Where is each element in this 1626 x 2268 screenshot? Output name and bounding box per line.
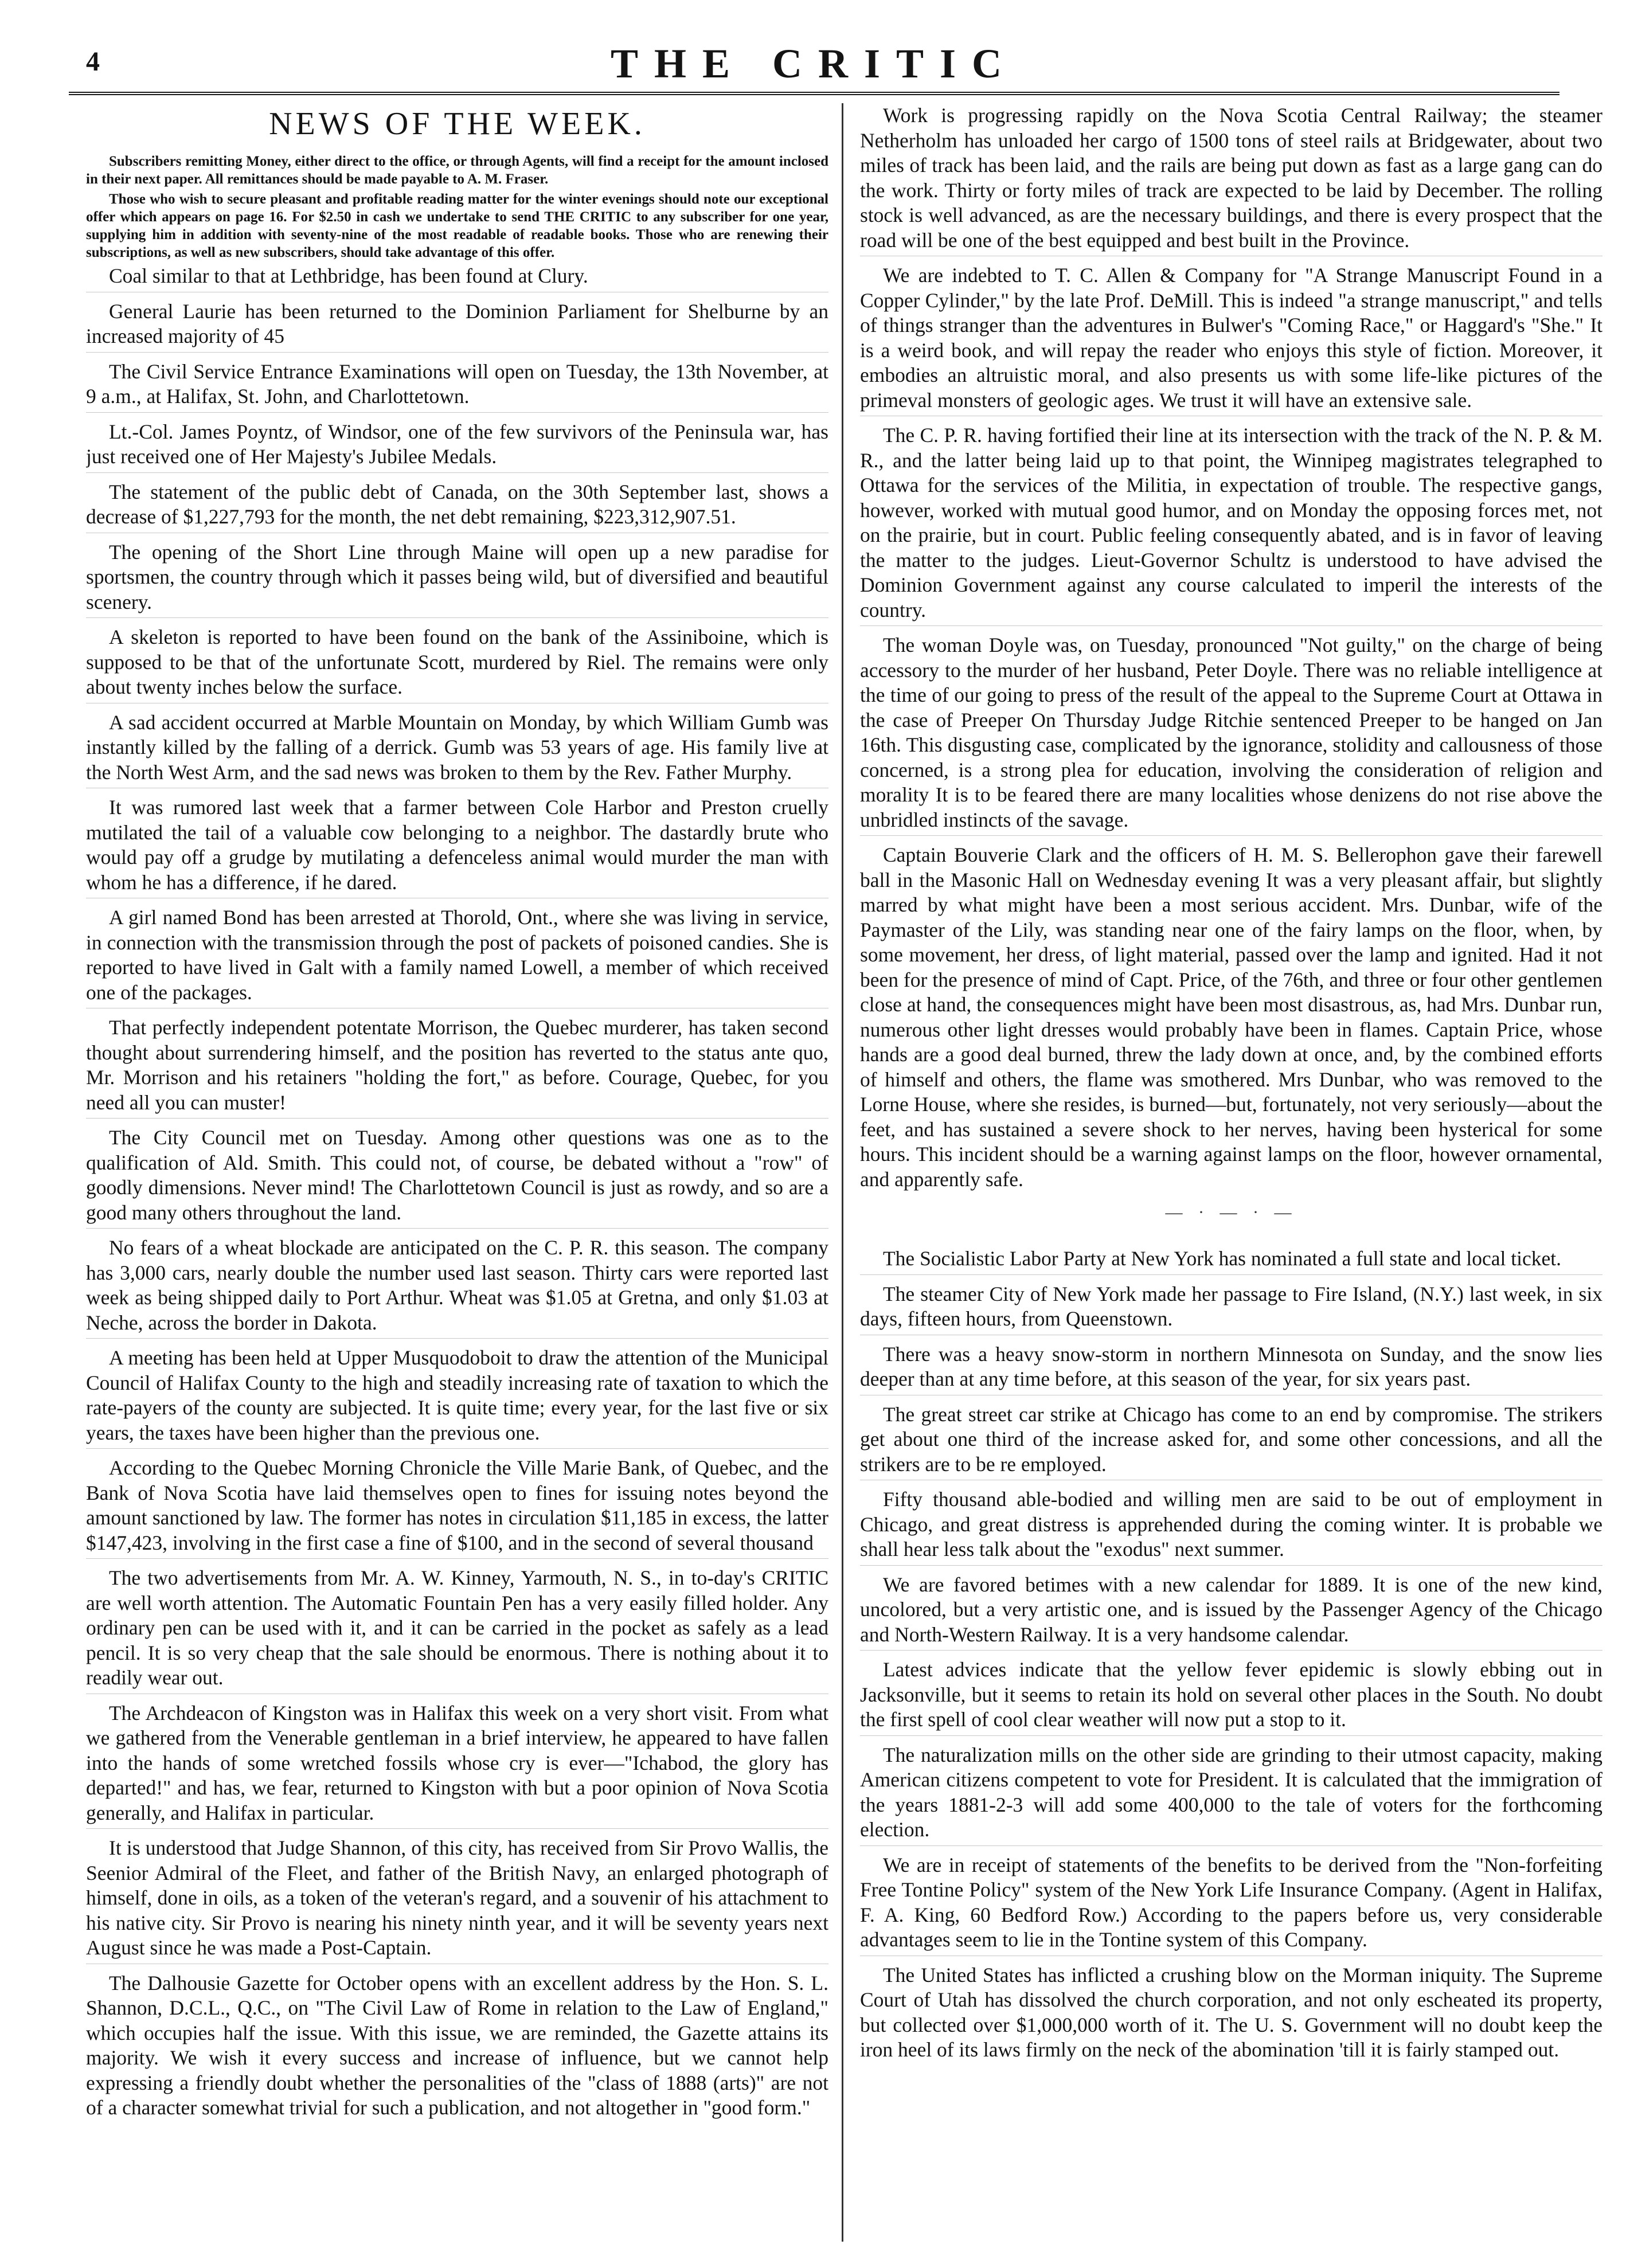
- right-news-list-top: [860, 103, 1602, 1195]
- news-item: We are favored betimes with a new calendar for 1889. It is one of the new kind, uncolored, but a very artistic one, and is issued by the Passenger Agency of the Chicago and North-Western Railway. It is a very handsome calendar.: [860, 1573, 1602, 1651]
- right-news-list-bottom: [860, 1246, 1602, 2066]
- page-number: 4: [86, 46, 100, 77]
- news-item: No fears of a wheat blockade are anticipated on the C. P. R. this season. The company has 3,000 cars, nearly double the number used last season. Thirty cars were reported last week as being shipped daily to Port Arthur. Wheat was $1.05 at Gretna, and only $1.03 at Neche, across the border in Dakota.: [86, 1235, 828, 1339]
- news-item: A skeleton is reported to have been found on the bank of the Assiniboine, which is supposed to be that of the unfortunate Scott, murdered by Riel. The remains were only about twenty inches below the surface.: [86, 625, 828, 703]
- news-item: Latest advices indicate that the yellow fever epidemic is slowly ebbing out in Jacksonville, but it seems to retain its hold on several other places in the South. No doubt the first spell of cool clear weather will now put a stop to it.: [860, 1657, 1602, 1736]
- news-item: It is understood that Judge Shannon, of this city, has received from Sir Provo Wallis, the Seenior Admiral of the Fleet, and father of the British Navy, an enlarged photograph of himself, done in oils, as a token of the veteran's regard, and a souvenir of his attachment to his native city. Sir Provo is nearing his ninety ninth year, and it will be seventy years next August since he was made a Post-Captain.: [86, 1836, 828, 1964]
- left-news-list: [86, 264, 828, 2124]
- news-item: A meeting has been held at Upper Musquodoboit to draw the attention of the Municipal Council of Halifax County to the high and steadily increasing rate of taxation to which the rate-payers of the county are subjected. It is quite time; every year, for the last five or six years, the taxes have been higher than the previous one.: [86, 1346, 828, 1449]
- news-item: There was a heavy snow-storm in northern Minnesota on Sunday, and the snow lies deeper than at any time before, at this season of the year, for six years past.: [860, 1342, 1602, 1395]
- left-column: [86, 103, 828, 2236]
- news-item: We are indebted to T. C. Allen & Company for "A Strange Manuscript Found in a Copper Cylinder," by the late Prof. DeMill. This is indeed "a strange manuscript," and tells of things stranger than the adventures in Bulwer's "Coming Race," or Haggard's "She." It is a weird book, and will repay the reader who enjoys this style of fiction. Moreover, it embodies an altruistic moral, and also presents us with some life-like pictures of the primeval monsters of geologic ages. We trust it will have an extensive sale.: [860, 263, 1602, 416]
- news-item: The Civil Service Entrance Examinations will open on Tuesday, the 13th November, at 9 a.m., at Halifax, St. John, and Charlottetown.: [86, 359, 828, 413]
- masthead: [69, 23, 1559, 95]
- news-item: Work is progressing rapidly on the Nova Scotia Central Railway; the steamer Netherholm has unloaded her cargo of 1500 tons of steel rails at Bridgewater, about two miles of track has been laid, and the rails are being put down as fast as a large gang can do the work. Thirty or forty miles of track are expected to be laid by December. The rolling stock is well advanced, as are the necessary buildings, and there is every prospect that the road will be one of the best equipped and best built in the Province.: [860, 103, 1602, 256]
- subscriber-notice: Those who wish to secure pleasant and profitable reading matter for the winter evenings should note our exceptional offer which appears on page 16. For $2.50 in cash we undertake to send THE CRITIC to any subscriber for one year, supplying him in addition with seventy-nine of the most readable of readable books. Those who are renewing their subscriptions, as well as new subscribers, should take advantage of this offer.: [86, 191, 828, 260]
- news-item: The two advertisements from Mr. A. W. Kinney, Yarmouth, N. S., in to-day's CRITIC are well worth attention. The Automatic Fountain Pen has a very easily filled holder. Any ordinary pen can be used with it, and it can be carried in the pocket as safely as a lead pencil. It is so very cheap that the sale should be enormous. There is nothing about it to readily wear out.: [86, 1566, 828, 1694]
- news-item: Captain Bouverie Clark and the officers of H. M. S. Bellerophon gave their farewell ball in the Masonic Hall on Wednesday evening It was a very pleasant affair, but slightly marred by what might have been a most serious accident. Mrs. Dunbar, wife of the Paymaster of the Lily, was standing near one of the fairy lamps on the floor, when, by some movement, her dress, of light material, passed over the lamp and ignited. Had it not been for the presence of mind of Capt. Price, of the 76th, and three or four other gentlemen close at hand, the consequences might have been most disastrous, as, had Mrs. Dunbar run, numerous other light dresses would probably have been in flames. Captain Price, whose hands are a good deal burned, threw the lady down at once, and, by the combined efforts of himself and others, the flame was smothered. Mrs Dunbar, who was removed to the Lorne House, where she resides, is burned—but, fortunately, not very seriously—about the feet, and has sustained a severe shock to her nerves, having been hysterical for some hours. This incident should be a warning against lamps on the floor, however ornamental, and apparently safe.: [860, 843, 1602, 1191]
- news-item: The steamer City of New York made her passage to Fire Island, (N.Y.) last week, in six days, fifteen hours, from Queenstown.: [860, 1282, 1602, 1335]
- news-item: Lt.-Col. James Poyntz, of Windsor, one of the few survivors of the Peninsula war, has just received one of Her Majesty's Jubilee Medals.: [86, 420, 828, 473]
- news-item: The Archdeacon of Kingston was in Halifax this week on a very short visit. From what we gathered from the Venerable gentleman in a brief interview, he appeared to have fallen into the hands of some wretched fossils whose cry is ever—"Ichabod, the glory has departed!" and has, we fear, returned to Kingston with but a poor opinion of Nova Scotia generally, and Halifax in particular.: [86, 1701, 828, 1829]
- news-item: The Socialistic Labor Party at New York has nominated a full state and local ticket.: [860, 1246, 1602, 1275]
- news-item: A sad accident occurred at Marble Mountain on Monday, by which William Gumb was instantly killed by the falling of a derrick. Gumb was 53 years of age. His family live at the North West Arm, and the sad news was broken to them by the Rev. Father Murphy.: [86, 710, 828, 789]
- news-item: Fifty thousand able-bodied and willing men are said to be out of employment in Chicago, and great distress is apprehended during the coming winter. It is probable we shall hear less talk about the "exodus" next summer.: [860, 1487, 1602, 1566]
- newspaper-title: THE CRITIC: [610, 41, 1018, 87]
- news-item: General Laurie has been returned to the Dominion Parliament for Shelburne by an increased majority of 45: [86, 299, 828, 353]
- news-item: That perfectly independent potentate Morrison, the Quebec murderer, has taken second thought about surrendering himself, and the position has reverted to the status ante quo, Mr. Morrison and his retainers "holding the fort," as before. Courage, Quebec, for you need all you can muster!: [86, 1015, 828, 1119]
- section-break: — · — · —: [1165, 1203, 1297, 1222]
- subscriber-notice: Subscribers remitting Money, either direct to the office, or through Agents, will find a receipt for the amount inclosed in their next paper. All remittances should be made payable to A. M. Fraser.: [86, 154, 828, 187]
- news-item: We are in receipt of statements of the benefits to be derived from the "Non-forfeiting Free Tontine Policy" system of the New York Life Insurance Company. (Agent in Halifax, F. A. King, 60 Bedford Row.) According to the papers before us, very considerable advantages seem to lie in the Tontine system of this Company.: [860, 1853, 1602, 1956]
- news-item: The C. P. R. having fortified their line at its intersection with the track of the N. P. & M. R., and the latter being laid up to that point, the Winnipeg magistrates telegraphed to Ottawa for the services of the Militia, in expectation of trouble. The respective gangs, however, worked with mutual good humor, and on Monday the opposing forces met, not on the prairie, but in court. Public feeling consequently abated, and is in favor of leaving the matter to the judges. Lieut-Governor Schultz is understood to have advised the Dominion Government against any course calculated to imperil the interests of the country.: [860, 423, 1602, 626]
- news-item: Coal similar to that at Lethbridge, has been found at Clury.: [86, 264, 828, 292]
- news-item: The opening of the Short Line through Maine will open up a new paradise for sportsmen, the country through which it passes being wild, but of diversified and beautiful scenery.: [86, 540, 828, 619]
- column-divider: [842, 103, 843, 2242]
- news-item: It was rumored last week that a farmer between Cole Harbor and Preston cruelly mutilated the tail of a valuable cow belonging to a neighbor. The dastardly brute who would pay off a grudge by mutilating a defenceless animal would murder the man with whom he has a difference, if he dared.: [86, 795, 828, 898]
- news-item: A girl named Bond has been arrested at Thorold, Ont., where she was living in service, in connection with the transmission through the post of packets of poisoned candies. She is reported to have lived in Galt with a family named Lowell, a member of which received one of the packages.: [86, 905, 828, 1008]
- news-item: The Dalhousie Gazette for October opens with an excellent address by the Hon. S. L. Shannon, D.C.L., Q.C., on "The Civil Law of Rome in relation to the Law of England," which occupies half the issue. With this issue, we are reminded, the Gazette attains its majority. We wish it every success and increase of influence, but we cannot help expressing a friendly doubt whether the personalities of the "class of 1888 (arts)" are not of a character somewhat trivial for such a publication, and not altogether in "good form.": [86, 1971, 828, 2119]
- news-item: The woman Doyle was, on Tuesday, pronounced "Not guilty," on the charge of being accessory to the murder of her husband, Peter Doyle. There was no reliable intelligence at the time of our going to press of the result of the appeal to the Supreme Court at Ottawa in the case of Preeper On Thursday Judge Ritchie sentenced Preeper to be hanged on Jan 16th. This disgusting case, complicated by the ignorance, stolidity and callousness of those concerned, is a strong plea for education, involving the consideration of religion and morality It is to be feared there are many localities whose denizens do not rise above the unbridled instincts of the savage.: [860, 633, 1602, 836]
- news-item: The United States has inflicted a crushing blow on the Morman iniquity. The Supreme Court of Utah has dissolved the church corporation, and not only escheated its property, but collected over $1,000,000 worth of it. The U. S. Government will no doubt keep the iron heel of its laws firmly on the neck of the abomination 'till it is fairly stamped out.: [860, 1963, 1602, 2061]
- news-item: The statement of the public debt of Canada, on the 30th September last, shows a decrease of $1,227,793 for the month, the net debt remaining, $223,312,907.51.: [86, 480, 828, 533]
- news-item: According to the Quebec Morning Chronicle the Ville Marie Bank, of Quebec, and the Bank of Nova Scotia have laid themselves open to fines for issuing notes beyond the amount sanctioned by law. The former has notes in circulation $11,185 in excess, the latter $147,423, involving in the first case a fine of $100, and in the second of several thousand: [86, 1456, 828, 1559]
- news-item: The naturalization mills on the other side are grinding to their utmost capacity, making American citizens competent to vote for President. It is calculated that the immigration of the years 1881-2-3 will add some 400,000 to the tale of voters for the forthcoming election.: [860, 1743, 1602, 1846]
- section-heading: NEWS OF THE WEEK.: [269, 106, 646, 142]
- news-item: The City Council met on Tuesday. Among other questions was one as to the qualification of Ald. Smith. This could not, of course, be debated without a "row" of goodly dimensions. Never mind! The Charlottetown Council is just as rowdy, and so are a good many others throughout the land.: [86, 1125, 828, 1229]
- news-item: The great street car strike at Chicago has come to an end by compromise. The strikers get about one third of the increase asked for, and some other concessions, and all the strikers are to be re employed.: [860, 1402, 1602, 1481]
- right-column: [860, 103, 1602, 2236]
